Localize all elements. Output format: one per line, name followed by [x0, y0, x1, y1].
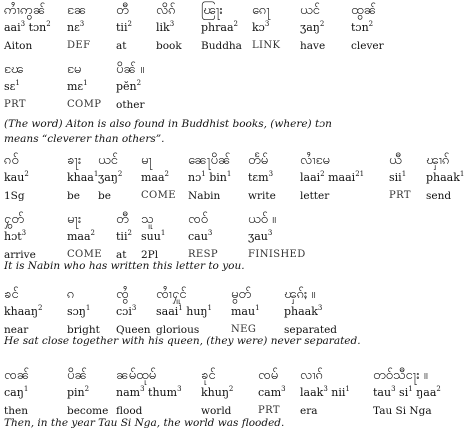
- script-word: ထွၼ်: [351, 3, 377, 18]
- free-translation: Then, in the year Tau Si Nga, the world was flooded.: [4, 417, 285, 429]
- transcription-word: kau$^2$: [4, 170, 29, 184]
- script-word: လိၵ်: [156, 3, 176, 18]
- transcription-word: phaak$^1$: [426, 170, 464, 184]
- script-word: ၸၢႆႁူင်: [156, 287, 187, 302]
- free-translation-continued: means “cleverer than others”.: [4, 133, 165, 145]
- transcription-word: nɔ$^1$ bin$^1$: [188, 170, 232, 184]
- script-word: တဝ်သီငႃး ။: [373, 368, 428, 383]
- gloss-word: era: [300, 405, 318, 417]
- transcription-word: aai$^3$ tɔn$^2$: [4, 20, 51, 34]
- gloss-word: near: [4, 324, 29, 336]
- gloss-word: have: [300, 40, 326, 52]
- free-translation: (The word) Aiton is also found in Buddhist books, (where) tɔn: [4, 118, 332, 130]
- script-word: ၸွႆ: [116, 287, 129, 302]
- transcription-word: nam$^3$ thum$^3$: [116, 385, 182, 399]
- script-word: ၾၢၵ်: [426, 153, 450, 168]
- transcription-word: ʒau$^3$: [248, 229, 273, 243]
- script-word: လၢႆမႄ: [300, 153, 330, 168]
- gloss-word: COMP: [67, 99, 102, 110]
- transcription-word: cam$^3$: [258, 385, 286, 399]
- script-word: ပိၼ် ။: [116, 62, 145, 77]
- gloss-word: be: [98, 190, 111, 202]
- transcription-word: pin$^2$: [67, 385, 90, 399]
- gloss-word: Aiton: [4, 40, 33, 52]
- gloss-word: clever: [351, 40, 384, 52]
- free-translation: He sat close together with his queen, (they were) never separated.: [4, 335, 361, 347]
- script-word: ၸမ်: [258, 368, 279, 383]
- gloss-word: RESP: [188, 249, 219, 260]
- gloss-word: 1Sg: [4, 190, 25, 202]
- free-translation: It is Nabin who has written this letter to you.: [4, 260, 245, 272]
- transcription-word: maa$^2$: [141, 170, 170, 184]
- gloss-word: PRT: [258, 405, 280, 416]
- transcription-word: pĕn$^2$: [116, 79, 142, 93]
- script-word: တႅမ်: [248, 153, 269, 168]
- transcription-word: cɔi$^3$: [116, 304, 137, 318]
- gloss-word: book: [156, 40, 182, 52]
- gloss-word: COME: [67, 249, 102, 260]
- gloss-word: Tau Si Nga: [373, 405, 432, 417]
- script-word: တီ: [116, 3, 129, 18]
- script-word: ၾၵ်ႈ ။: [284, 287, 316, 302]
- script-word: မႃး: [67, 212, 82, 227]
- script-word: ပိၼ်: [67, 368, 87, 383]
- transcription-word: tɛm$^3$: [248, 170, 274, 184]
- script-word: ၵဝ်: [4, 153, 19, 168]
- transcription-word: khuŋ$^2$: [201, 385, 234, 399]
- transcription-word: laak$^3$ nii$^1$: [300, 385, 350, 399]
- script-word: ႁွတ်: [4, 212, 24, 227]
- gloss-word: Buddha: [201, 40, 242, 52]
- script-word: ၽြႃး: [201, 3, 223, 18]
- transcription-word: tɔn$^2$: [351, 20, 374, 34]
- transcription-word: caŋ$^1$: [4, 385, 29, 399]
- transcription-word: sii$^1$: [389, 170, 407, 184]
- gloss-word: world: [201, 405, 232, 417]
- script-word: တီ: [116, 212, 129, 227]
- script-word: ၼေႃပိၼ်: [188, 153, 231, 168]
- transcription-word: laai$^2$ maai$^{21}$: [300, 170, 365, 184]
- script-word: ၽႄ: [4, 62, 24, 77]
- script-word: ၼႄ: [67, 3, 87, 18]
- transcription-word: ʒaŋ$^2$: [98, 170, 123, 184]
- script-word: ယီ: [389, 153, 402, 168]
- gloss-word: write: [248, 190, 276, 202]
- script-word: မႄ: [67, 62, 82, 77]
- transcription-word: kɔ$^3$: [252, 20, 270, 34]
- gloss-word: send: [426, 190, 452, 202]
- script-word: ယဝ် ။: [248, 212, 276, 227]
- transcription-word: suu$^1$: [141, 229, 166, 243]
- transcription-word: tii$^2$: [116, 20, 132, 34]
- gloss-word: bright: [67, 324, 100, 336]
- script-word: ၵ: [67, 287, 75, 302]
- script-word: ၸၼ်: [4, 368, 30, 383]
- gloss-word: PRT: [389, 190, 411, 201]
- gloss-word: separated: [284, 324, 338, 336]
- gloss-word: glorious: [156, 324, 200, 336]
- transcription-word: tau$^3$ $si^1$ ŋaa$^2$: [373, 385, 441, 399]
- transcription-word: maa$^2$: [67, 229, 96, 243]
- script-word: ၼမ်ထုမ်: [116, 368, 156, 383]
- gloss-word: Nabin: [188, 190, 221, 202]
- gloss-word: arrive: [4, 249, 36, 261]
- script-word: ၸဝ်: [188, 212, 208, 227]
- transcription-word: khaaŋ$^2$: [4, 304, 43, 318]
- transcription-word: nɛ$^3$: [67, 20, 85, 34]
- gloss-word: NEG: [231, 324, 257, 335]
- script-word: ၶင်: [4, 287, 19, 302]
- gloss-word: at: [116, 249, 127, 261]
- transcription-word: tii$^2$: [116, 229, 132, 243]
- script-word: သူ: [141, 212, 154, 227]
- transcription-word: phraa$^2$: [201, 20, 238, 34]
- gloss-word: become: [67, 405, 109, 417]
- gloss-word: COME: [141, 190, 176, 201]
- transcription-word: hɔt$^3$: [4, 229, 27, 243]
- transcription-word: mɛ$^1$: [67, 79, 88, 93]
- gloss-word: FINISHED: [248, 249, 306, 260]
- script-word: ယင်: [300, 3, 320, 18]
- transcription-word: sɛ$^1$: [4, 79, 20, 93]
- script-word: ၵေႃ: [252, 3, 270, 18]
- transcription-word: phaak$^3$: [284, 304, 323, 318]
- transcription-word: lik$^3$: [156, 20, 175, 34]
- script-word: လၢၵ်: [300, 368, 323, 383]
- script-word: မႃ: [141, 153, 153, 168]
- gloss-word: other: [116, 99, 145, 111]
- gloss-word: at: [116, 40, 127, 52]
- transcription-word: cau$^3$: [188, 229, 213, 243]
- gloss-word: flood: [116, 405, 143, 417]
- gloss-word: be: [67, 190, 80, 202]
- gloss-word: DEF: [67, 40, 91, 51]
- gloss-word: PRT: [4, 99, 26, 110]
- gloss-word: LINK: [252, 40, 281, 51]
- transcription-word: saai$^1$ huŋ$^1$: [156, 304, 212, 318]
- script-word: ဢၢႆဢွၼ်: [4, 3, 46, 18]
- gloss-word: letter: [300, 190, 330, 202]
- gloss-word: Queen: [116, 324, 151, 336]
- transcription-word: mau$^1$: [231, 304, 260, 318]
- gloss-word: then: [4, 405, 28, 417]
- script-word: မွတ်: [231, 287, 252, 302]
- transcription-word: sɔŋ$^1$: [67, 304, 91, 318]
- transcription-word: ʒaŋ$^2$: [300, 20, 325, 34]
- transcription-word: khaa$^1$: [67, 170, 99, 184]
- script-word: ၶုင်: [201, 368, 216, 383]
- script-word: ၶႃး: [67, 153, 82, 168]
- gloss-word: 2Pl: [141, 249, 159, 261]
- script-word: ယင်: [98, 153, 118, 168]
